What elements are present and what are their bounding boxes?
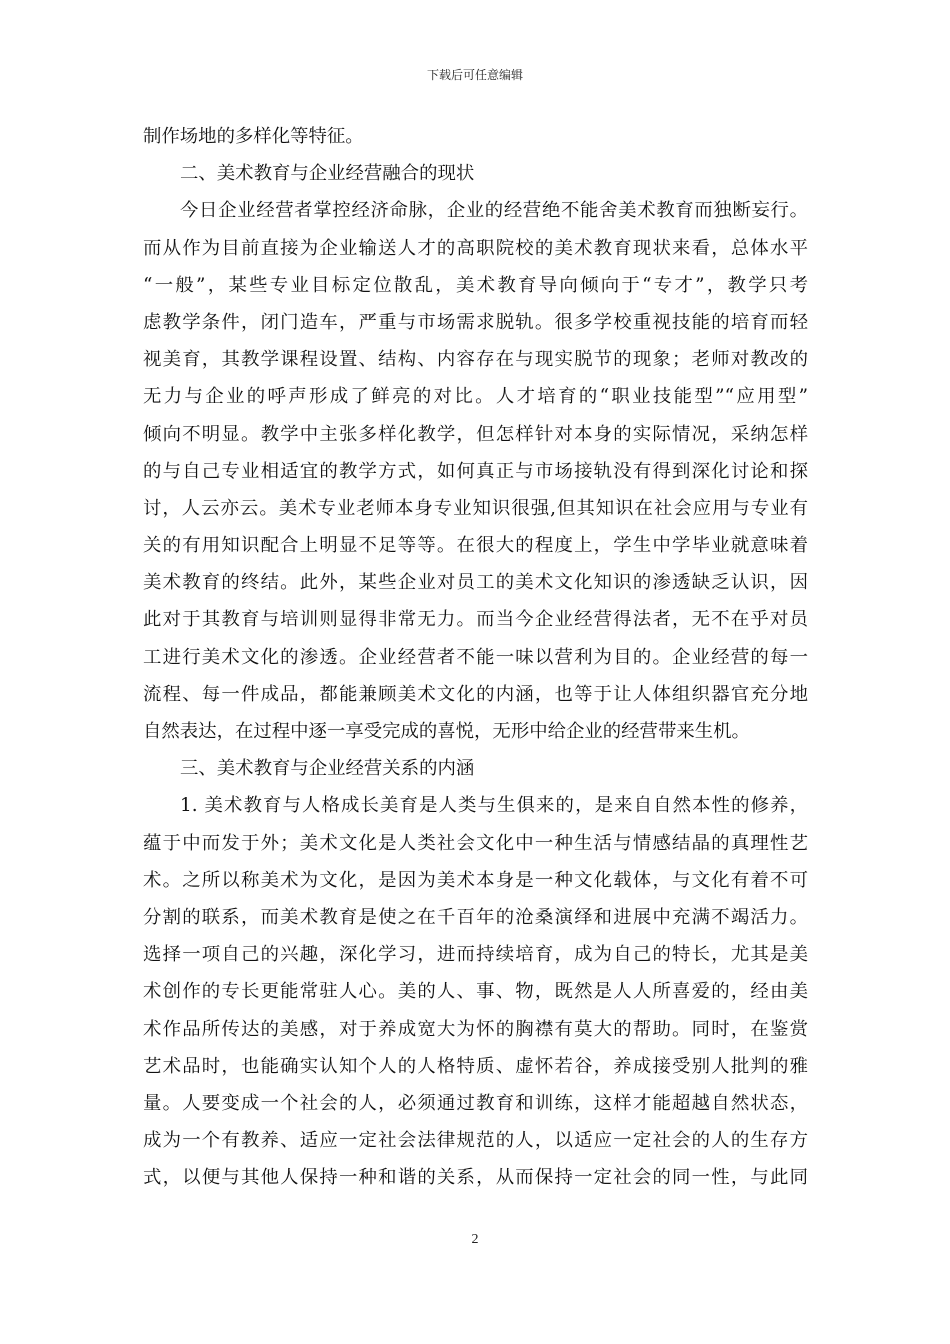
text-line: “一般”，某些专业目标定位散乱，美术教育导向倾向于“专才”，教学只考 [143, 274, 808, 296]
text-line: 分割的联系，而美术教育是使之在千百年的沧桑演绎和进展中充满不竭活力。 [143, 906, 808, 928]
text-line: 成为一个有教养、适应一定社会法律规范的人，以适应一定社会的人的生存方 [143, 1130, 808, 1152]
text-line: 制作场地的多样化等特征。 [143, 126, 364, 147]
text-line: 式，以便与其他人保持一种和谐的关系，从而保持一定社会的同一性，与此同 [143, 1167, 808, 1189]
page-header: 下载后可任意编辑 [426, 68, 523, 82]
text-line: 今日企业经营者掌控经济命脉，企业的经营绝不能舍美术教育而独断妄行。 [180, 200, 808, 222]
text-line: 无力与企业的呼声形成了鲜亮的对比。人才培育的“职业技能型”“应用型” [143, 386, 808, 408]
text-line: 此对于其教育与培训则显得非常无力。而当今企业经营得法者，无不在乎对员 [143, 609, 808, 631]
text-line: 选择一项自己的兴趣，深化学习，进而持续培育，成为自己的特长，尤其是美 [143, 944, 808, 966]
text-line: 流程、每一件成品，都能兼顾美术文化的内涵，也等于让人体组织器官充分地 [143, 683, 808, 705]
text-line: 虑教学条件，闭门造车，严重与市场需求脱轨。很多学校重视技能的培育而轻 [143, 311, 808, 333]
text-line: 倾向不明显。教学中主张多样化教学，但怎样针对本身的实际情况，采纳怎样 [143, 423, 808, 445]
text-line: 二、美术教育与企业经营融合的现状 [180, 163, 475, 185]
text-line: 而从作为目前直接为企业输送人才的高职院校的美术教育现状来看，总体水平 [143, 237, 808, 259]
text-line: 关的有用知识配合上明显不足等等。在很大的程度上，学生中学毕业就意味着 [143, 535, 808, 557]
text-line: 工进行美术文化的渗透。企业经营者不能一味以营利为目的。企业经营的每一 [143, 646, 808, 668]
document-body [143, 118, 808, 1196]
page-number: 2 [471, 1232, 479, 1247]
text-line: 三、美术教育与企业经营关系的内涵 [180, 758, 475, 780]
text-line: 自然表达，在过程中逐一享受完成的喜悦，无形中给企业的经营带来生机。 [143, 721, 750, 742]
text-line: 视美育，其教学课程设置、结构、内容存在与现实脱节的现象；老师对教改的 [143, 349, 808, 371]
text-line: 蕴于中而发于外；美术文化是人类社会文化中一种生活与情感结晶的真理性艺 [143, 832, 808, 854]
text-line: 术创作的专长更能常驻人心。美的人、事、物，既然是人人所喜爱的，经由美 [143, 981, 808, 1003]
text-line: 术作品所传达的美感，对于养成宽大为怀的胸襟有莫大的帮助。同时，在鉴赏 [143, 1018, 808, 1040]
text-line: 讨，人云亦云。美术专业老师本身专业知识很强,但其知识在社会应用与专业有 [143, 497, 808, 519]
text-line: 艺术品时，也能确实认知个人的人格特质、虚怀若谷，养成接受别人批判的雅 [143, 1055, 808, 1077]
text-line: 1. 美术教育与人格成长美育是人类与生俱来的，是来自自然本性的修养， [180, 795, 808, 817]
text-line: 术。之所以称美术为文化，是因为美术本身是一种文化载体，与文化有着不可 [143, 869, 808, 891]
text-line: 美术教育的终结。此外，某些企业对员工的美术文化知识的渗透缺乏认识，因 [143, 572, 808, 594]
text-line: 量。人要变成一个社会的人，必须通过教育和训练，这样才能超越自然状态， [143, 1092, 808, 1114]
text-line: 的与自己专业相适宜的教学方式，如何真正与市场接轨没有得到深化讨论和探 [143, 460, 808, 482]
